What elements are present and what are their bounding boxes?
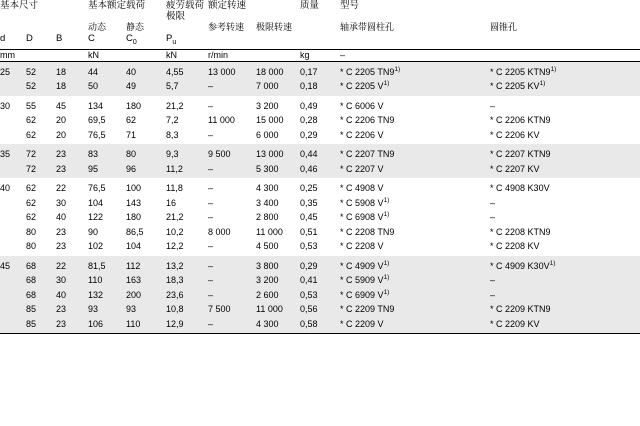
cell-designation-tapered [490, 128, 640, 145]
cell-bore-diameter [0, 302, 26, 317]
cell-designation-cylindrical [340, 144, 490, 162]
cell-fatigue-limit: 10,8 [166, 302, 208, 317]
cell-mass: 0,44 [300, 144, 340, 162]
cell-fatigue-limit: 7,2 [166, 115, 179, 126]
cell-width: 23 [56, 241, 67, 252]
cell-bore-diameter [0, 225, 26, 240]
cell-mass: 0,53 [300, 241, 318, 252]
cell-mass: 0,18 [300, 79, 340, 96]
cell-mass: 0,17 [300, 61, 340, 79]
cell-designation-cylindrical-text: * C 4909 V [340, 260, 384, 271]
cell-designation-tapered-text: – [490, 275, 496, 286]
cell-static-load: 71 [126, 129, 137, 140]
unit-designation-dash: – [340, 49, 346, 60]
table-row [0, 273, 640, 288]
cell-dynamic-load: 83 [88, 144, 126, 162]
cell-width: 18 [56, 79, 88, 96]
cell-limiting-speed: 11 000 [256, 226, 283, 237]
cell-designation-tapered [490, 61, 640, 79]
cell-fatigue-limit: 18,3 [166, 273, 208, 288]
symbol-Pu-fatigue [166, 33, 208, 49]
cell-designation-tapered [490, 225, 640, 240]
cell-designation-cylindrical [340, 61, 490, 79]
cell-designation-cylindrical [340, 178, 490, 196]
cell-designation-tapered [490, 302, 640, 317]
cell-outer-diameter: 72 [26, 162, 56, 179]
cell-width: 45 [56, 100, 67, 111]
table-row [0, 144, 640, 162]
cell-fatigue-limit: 8,3 [166, 129, 179, 140]
cell-designation-cylindrical [340, 317, 490, 334]
cell-static-load: 86,5 [126, 226, 144, 237]
symbol-Pu-base: P [166, 33, 173, 44]
cell-designation-cylindrical-text: * C 5908 V [340, 197, 384, 208]
cell-designation-cylindrical-footnote: 1) [383, 196, 390, 204]
cell-designation-cylindrical-text: * C 2205 TN9 [340, 66, 395, 77]
cell-limiting-speed: 7 000 [256, 79, 300, 96]
cell-dynamic-load: 90 [88, 226, 99, 237]
cell-reference-speed: 8 000 [208, 226, 231, 237]
cell-limiting-speed: 6 000 [256, 129, 279, 140]
cell-bore-diameter [0, 128, 26, 145]
unit-kN-fatigue: kN [166, 49, 178, 60]
cell-reference-speed: – [208, 241, 214, 252]
cell-outer-diameter: 68 [26, 273, 56, 288]
cell-fatigue-limit: 12,9 [166, 317, 208, 334]
cell-static-load: 163 [126, 273, 166, 288]
cell-fatigue-limit: 11,2 [166, 162, 208, 179]
cell-bore-diameter [0, 288, 26, 303]
cell-static-load: 143 [126, 197, 142, 208]
cell-outer-diameter: 68 [26, 256, 56, 274]
symbol-speed-ref-blank [208, 33, 256, 49]
cell-bore-diameter [0, 210, 26, 225]
cell-outer-diameter: 62 [26, 197, 37, 208]
cell-designation-cylindrical-text: * C 2209 V [340, 318, 384, 329]
symbol-C0-subscript: 0 [132, 38, 137, 46]
cell-mass: 0,25 [300, 183, 318, 194]
table-row [0, 239, 640, 256]
table-row [0, 256, 640, 274]
cell-fatigue-limit: 4,55 [166, 61, 208, 79]
cell-dynamic-load: 106 [88, 317, 126, 334]
cell-fatigue-limit: 10,2 [166, 226, 184, 237]
cell-fatigue-limit: 13,2 [166, 256, 208, 274]
cell-mass: 0,29 [300, 256, 340, 274]
cell-designation-tapered-text: * C 2207 KV [490, 163, 540, 174]
header-sub-row [0, 22, 640, 33]
table-row [0, 128, 640, 145]
cell-reference-speed: 13 000 [208, 61, 256, 79]
table-row [0, 96, 640, 114]
cell-dynamic-load: 76,5 [88, 129, 106, 140]
cell-designation-tapered-text: * C 2205 KV [490, 81, 540, 92]
cell-designation-tapered-text: * C 2205 KTN9 [490, 66, 551, 77]
cell-bore-diameter [0, 79, 26, 96]
cell-designation-tapered [490, 196, 640, 211]
cell-width: 20 [56, 115, 67, 126]
cell-mass: 0,29 [300, 129, 318, 140]
cell-designation-cylindrical-text: * C 2209 TN9 [340, 304, 395, 315]
cell-bore-diameter [0, 317, 26, 334]
cell-dynamic-load: 102 [88, 241, 104, 252]
table-row [0, 317, 640, 334]
cell-limiting-speed: 5 300 [256, 162, 300, 179]
header-basic-dimensions: 基本尺寸 [0, 0, 39, 11]
cell-fatigue-limit: 21,2 [166, 212, 184, 223]
cell-static-load: 80 [126, 144, 166, 162]
cell-designation-cylindrical-text: * C 2208 V [340, 241, 384, 252]
cell-designation-tapered [490, 273, 640, 288]
cell-width: 30 [56, 197, 67, 208]
symbol-D-outer: D [26, 33, 33, 44]
cell-designation-tapered [490, 239, 640, 256]
cell-outer-diameter: 55 [26, 100, 37, 111]
header-sub-speed-reference: 参考转速 [208, 22, 245, 32]
cell-fatigue-limit: 9,3 [166, 144, 208, 162]
cell-width: 30 [56, 273, 88, 288]
cell-mass: 0,49 [300, 100, 318, 111]
cell-fatigue-limit: 21,2 [166, 100, 184, 111]
cell-width: 20 [56, 129, 67, 140]
cell-designation-cylindrical-text: * C 4908 V [340, 183, 384, 194]
cell-dynamic-load: 44 [88, 61, 126, 79]
cell-width: 23 [56, 317, 88, 334]
header-speeds: 额定转速 [208, 0, 247, 11]
cell-designation-cylindrical-text: * C 2207 V [340, 163, 384, 174]
table-row [0, 225, 640, 240]
cell-limiting-speed: 4 300 [256, 317, 300, 334]
cell-designation-cylindrical-footnote: 1) [383, 288, 390, 296]
cell-designation-tapered-text: * C 4908 K30V [490, 183, 550, 194]
cell-outer-diameter: 85 [26, 317, 56, 334]
cell-mass: 0,53 [300, 288, 340, 303]
table-row [0, 210, 640, 225]
cell-limiting-speed: 13 000 [256, 144, 300, 162]
cell-mass: 0,35 [300, 197, 318, 208]
cell-outer-diameter: 62 [26, 115, 37, 126]
unit-rmin: r/min [208, 49, 229, 60]
cell-designation-cylindrical-text: * C 2207 TN9 [340, 149, 395, 160]
cell-limiting-speed: 4 300 [256, 183, 279, 194]
cell-designation-tapered [490, 113, 640, 128]
cell-designation-tapered [490, 210, 640, 225]
unit-kg: kg [300, 49, 310, 60]
cell-designation-cylindrical [340, 302, 490, 317]
cell-outer-diameter: 68 [26, 288, 56, 303]
cell-designation-cylindrical-text: * C 2208 TN9 [340, 226, 395, 237]
cell-bore-diameter: 25 [0, 61, 26, 79]
symbol-C0-base: C [126, 33, 133, 44]
header-designation: 型号 [340, 0, 360, 11]
cell-outer-diameter: 85 [26, 302, 56, 317]
cell-designation-tapered [490, 178, 640, 196]
symbol-C0-static [126, 33, 166, 49]
cell-outer-diameter: 52 [26, 79, 56, 96]
cell-reference-speed: 11 000 [208, 115, 235, 126]
cell-reference-speed: – [208, 256, 256, 274]
cell-designation-tapered-text: * C 2208 KV [490, 241, 540, 252]
cell-dynamic-load: 69,5 [88, 115, 106, 126]
cell-designation-cylindrical [340, 96, 490, 114]
cell-designation-cylindrical [340, 113, 490, 128]
cell-dynamic-load: 132 [88, 288, 126, 303]
table-row [0, 178, 640, 196]
cell-reference-speed: – [208, 317, 256, 334]
header-symbol-row [0, 33, 640, 49]
cell-designation-tapered [490, 162, 640, 179]
cell-designation-tapered [490, 288, 640, 303]
cell-designation-tapered-text: – [490, 289, 496, 300]
cell-dynamic-load: 104 [88, 197, 104, 208]
cell-outer-diameter: 62 [26, 212, 37, 223]
cell-static-load: 49 [126, 79, 166, 96]
cell-designation-cylindrical-text: * C 6908 V [340, 212, 384, 223]
cell-designation-cylindrical [340, 288, 490, 303]
cell-reference-speed: – [208, 79, 256, 96]
cell-mass: 0,46 [300, 162, 340, 179]
cell-outer-diameter: 72 [26, 144, 56, 162]
header-sub-fatigue-blank [166, 22, 208, 33]
symbol-designation2-blank [490, 33, 640, 49]
table-row [0, 162, 640, 179]
table-row [0, 61, 640, 79]
cell-reference-speed: 9 500 [208, 144, 256, 162]
cell-designation-cylindrical-footnote: 1) [383, 80, 390, 88]
cell-reference-speed: – [208, 273, 256, 288]
cell-dynamic-load: 134 [88, 100, 104, 111]
cell-bore-diameter: 35 [0, 144, 26, 162]
cell-static-load: 40 [126, 61, 166, 79]
cell-limiting-speed: 4 500 [256, 241, 279, 252]
cell-designation-cylindrical [340, 273, 490, 288]
symbol-Pu-subscript: u [172, 38, 177, 46]
cell-mass: 0,56 [300, 302, 340, 317]
cell-fatigue-limit: 11,8 [166, 183, 183, 194]
cell-static-load: 100 [126, 183, 142, 194]
cell-designation-cylindrical [340, 162, 490, 179]
cell-limiting-speed: 15 000 [256, 115, 284, 126]
cell-dynamic-load: 76,5 [88, 183, 106, 194]
table-row [0, 288, 640, 303]
symbol-d: d [0, 33, 6, 44]
cell-designation-tapered-text: * C 2209 KV [490, 318, 540, 329]
header-sub-dynamic: 动态 [88, 22, 107, 32]
cell-width: 23 [56, 226, 67, 237]
cell-designation-cylindrical [340, 79, 490, 96]
cell-static-load: 200 [126, 288, 166, 303]
cell-limiting-speed: 3 800 [256, 256, 300, 274]
cell-reference-speed: 7 500 [208, 302, 256, 317]
cell-designation-cylindrical-text: * C 2205 V [340, 81, 384, 92]
cell-limiting-speed: 18 000 [256, 61, 300, 79]
cell-limiting-speed: 2 800 [256, 212, 279, 223]
header-sub-bore-cylindrical: 轴承带圆柱孔 [340, 22, 395, 32]
cell-fatigue-limit: 12,2 [166, 241, 184, 252]
cell-designation-tapered-text: – [490, 212, 496, 223]
cell-fatigue-limit: 5,7 [166, 79, 208, 96]
cell-reference-speed: – [208, 212, 214, 223]
cell-outer-diameter: 62 [26, 183, 37, 194]
cell-designation-cylindrical [340, 225, 490, 240]
symbol-B-width: B [56, 33, 63, 44]
cell-designation-tapered-text: * C 2206 KV [490, 129, 540, 140]
cell-designation-tapered-footnote: 1) [550, 65, 557, 73]
cell-reference-speed: – [208, 162, 256, 179]
cell-designation-tapered-text: – [490, 100, 496, 111]
header-group-row [0, 0, 640, 22]
cell-reference-speed: – [208, 183, 214, 194]
cell-designation-cylindrical-text: * C 2206 V [340, 129, 384, 140]
cell-reference-speed: – [208, 197, 214, 208]
cell-designation-tapered-text: * C 2206 KTN9 [490, 115, 551, 126]
cell-designation-tapered-text: – [490, 197, 496, 208]
cell-mass: 0,51 [300, 226, 318, 237]
cell-designation-cylindrical-footnote: 1) [394, 65, 401, 73]
cell-designation-tapered-text: * C 4909 K30V [490, 260, 550, 271]
cell-width: 40 [56, 288, 88, 303]
cell-limiting-speed: 3 200 [256, 273, 300, 288]
cell-limiting-speed: 3 400 [256, 197, 279, 208]
header-mass: 质量 [300, 0, 320, 11]
cell-limiting-speed: 11 000 [256, 302, 300, 317]
cell-bore-diameter: 40 [0, 183, 11, 194]
cell-static-load: 180 [126, 212, 142, 223]
cell-designation-tapered-text: * C 2209 KTN9 [490, 304, 551, 315]
header-sub-blank [0, 22, 88, 33]
cell-designation-cylindrical-text: * C 2206 TN9 [340, 115, 395, 126]
cell-outer-diameter: 52 [26, 61, 56, 79]
symbol-C-dynamic: C [88, 33, 95, 44]
cell-static-load: 96 [126, 162, 166, 179]
unit-kN-load: kN [88, 49, 99, 60]
cell-width: 18 [56, 61, 88, 79]
cell-designation-cylindrical-footnote: 1) [383, 274, 390, 282]
table-row [0, 302, 640, 317]
cell-limiting-speed: 3 200 [256, 100, 279, 111]
cell-dynamic-load: 93 [88, 302, 126, 317]
cell-bore-diameter: 45 [0, 256, 26, 274]
header-load-ratings: 基本额定载荷 [88, 0, 146, 11]
cell-designation-tapered [490, 144, 640, 162]
cell-static-load: 112 [126, 256, 166, 274]
symbol-mass-blank [300, 33, 340, 49]
cell-mass: 0,58 [300, 317, 340, 334]
table-row [0, 196, 640, 211]
table-header [0, 0, 640, 61]
symbol-speed-lim-blank [256, 33, 300, 49]
cell-dynamic-load: 122 [88, 212, 104, 223]
cell-dynamic-load: 50 [88, 79, 126, 96]
cell-reference-speed: – [208, 129, 214, 140]
table-row [0, 79, 640, 96]
header-sub-bore-tapered: 圆锥孔 [490, 22, 518, 32]
cell-designation-cylindrical-footnote: 1) [383, 211, 390, 219]
cell-static-load: 180 [126, 100, 142, 111]
cell-width: 23 [56, 302, 88, 317]
cell-limiting-speed: 2 600 [256, 288, 300, 303]
cell-width: 22 [56, 183, 67, 194]
cell-designation-cylindrical [340, 239, 490, 256]
cell-designation-tapered [490, 79, 640, 96]
cell-dynamic-load: 81,5 [88, 256, 126, 274]
cell-reference-speed: – [208, 100, 214, 111]
cell-designation-tapered-footnote: 1) [539, 80, 546, 88]
header-fatigue-limit: 疲劳载荷极限 [166, 0, 205, 22]
cell-bore-diameter [0, 239, 26, 256]
cell-designation-cylindrical [340, 128, 490, 145]
cell-static-load: 104 [126, 241, 142, 252]
cell-designation-cylindrical [340, 196, 490, 211]
cell-width: 40 [56, 212, 67, 223]
cell-designation-tapered-footnote: 1) [549, 259, 556, 267]
cell-designation-cylindrical-text: * C 6006 V [340, 100, 384, 111]
cell-mass: 0,45 [300, 212, 318, 223]
cell-designation-tapered-text: * C 2208 KTN9 [490, 226, 551, 237]
cell-bore-diameter [0, 113, 26, 128]
header-units-row [0, 49, 640, 61]
cell-static-load: 62 [126, 115, 137, 126]
cell-static-load: 110 [126, 317, 166, 334]
cell-static-load: 93 [126, 302, 166, 317]
cell-designation-cylindrical [340, 210, 490, 225]
cell-dynamic-load: 110 [88, 273, 126, 288]
table-body [0, 61, 640, 333]
header-sub-speed-limiting: 极限转速 [256, 22, 293, 32]
table-row [0, 113, 640, 128]
header-sub-mass-blank [300, 22, 340, 33]
cell-fatigue-limit: 16 [166, 197, 177, 208]
cell-width: 22 [56, 256, 88, 274]
cell-fatigue-limit: 23,6 [166, 288, 208, 303]
cell-designation-cylindrical-footnote: 1) [383, 259, 390, 267]
cell-outer-diameter: 80 [26, 241, 37, 252]
cell-width: 23 [56, 162, 88, 179]
cell-designation-cylindrical-text: * C 6909 V [340, 289, 384, 300]
cell-designation-tapered [490, 256, 640, 274]
unit-mm: mm [0, 49, 15, 60]
cell-bore-diameter [0, 196, 26, 211]
cell-bore-diameter [0, 162, 26, 179]
cell-bore-diameter: 30 [0, 100, 11, 111]
symbol-designation-blank [340, 33, 490, 49]
cell-outer-diameter: 80 [26, 226, 37, 237]
cell-designation-tapered-text: * C 2207 KTN9 [490, 149, 551, 160]
cell-width: 23 [56, 144, 88, 162]
cell-dynamic-load: 95 [88, 162, 126, 179]
cell-bore-diameter [0, 273, 26, 288]
header-sub-static: 静态 [126, 22, 145, 32]
table-bottom-rule [0, 333, 640, 334]
cell-mass: 0,28 [300, 115, 318, 126]
cell-designation-tapered [490, 317, 640, 334]
cell-designation-tapered [490, 96, 640, 114]
cell-mass: 0,41 [300, 273, 340, 288]
cell-reference-speed: – [208, 288, 256, 303]
cell-outer-diameter: 62 [26, 129, 37, 140]
cell-designation-cylindrical-text: * C 5909 V [340, 275, 384, 286]
cell-designation-cylindrical [340, 256, 490, 274]
